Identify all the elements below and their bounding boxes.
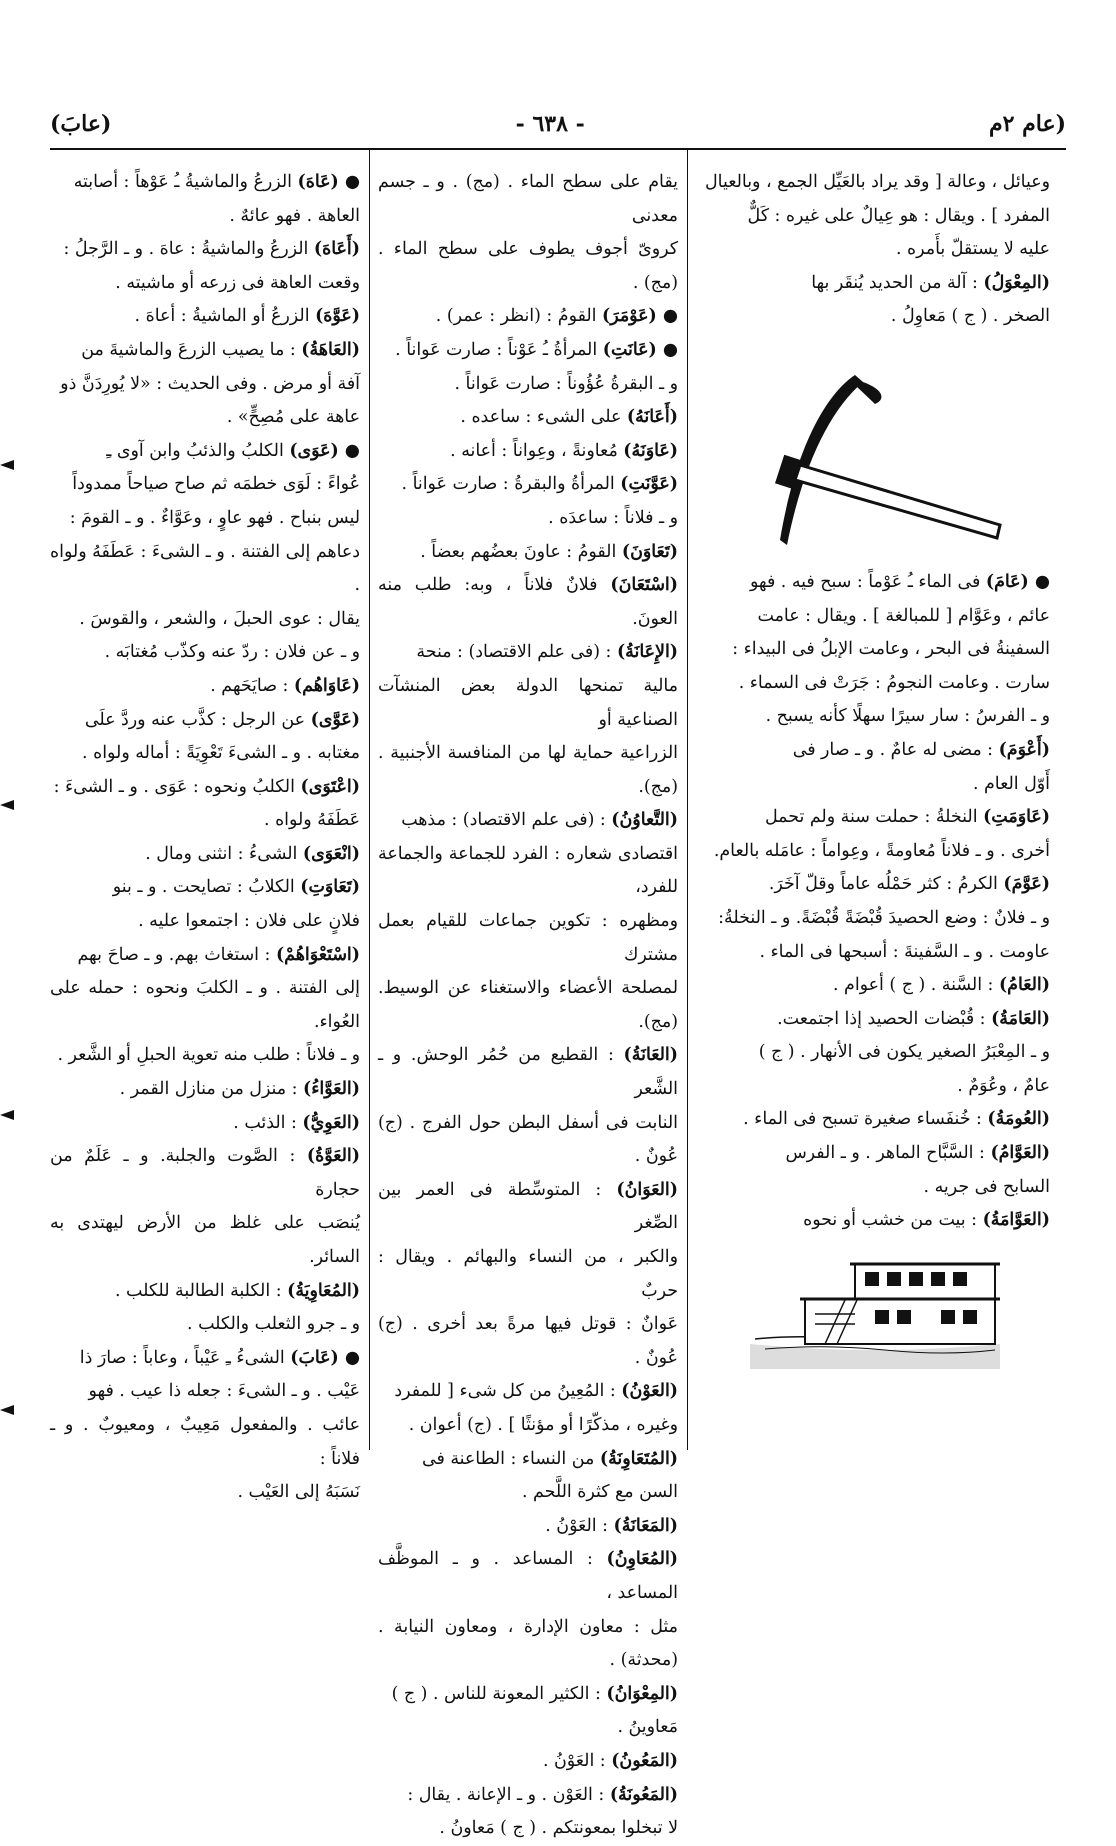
headword: (المِعْوَانُ)	[606, 1683, 678, 1704]
entry-line: الزراعية حماية لها من المنافسة الأجنبية . (مج).	[378, 743, 678, 797]
entry-line: والكبر ، من النساء والبهائم . ويقال : حربٌ	[378, 1247, 678, 1301]
entry-line: نَسَبَهُ إلى العَيْب .	[237, 1482, 360, 1503]
entry-line: أخرى . و ـ فلاناً مُعاومةً ، وعِواماً : عامَله بالعام.	[713, 840, 1050, 861]
headword: (العَامُ)	[998, 975, 1050, 996]
entry-line: (التَّعاوُنُ) : (فى علم الاقتصاد) : مذهب	[401, 810, 678, 831]
entry-line: السابح فى جريه .	[923, 1176, 1050, 1197]
entry-line: عُواءً : لَوَى خطمَه ثم صاح صياحاً ممدوداً	[72, 474, 360, 495]
headword: (العَامَةُ)	[991, 1008, 1050, 1029]
headword: (اسْتَعْوَاهُمْ)	[275, 944, 360, 965]
entry-line: و ـ فلاناً : ساعدَه .	[548, 507, 678, 528]
entry-line: (المِعْوَانُ) : الكثير المعونة للناس . ( ج )	[391, 1683, 678, 1704]
entry-line: النابت فى أسفل البطن حول الفرج . (ج) عُونٌ .	[378, 1112, 678, 1167]
column-divider-left	[369, 150, 370, 1450]
entry-line: أَوّل العام .	[972, 773, 1050, 794]
pickaxe-illustration	[725, 340, 1025, 560]
entry-line: ● (عَوَى) الكلبُ والذئبُ وابن آوى ـِ	[106, 440, 360, 461]
entry-line: ومظهره : تكوين جماعات للقيام بعمل مشترك	[378, 911, 678, 965]
entry-line: إلى الفتنة . و ـ الكلبَ ونحوه : حمله على العُواء.	[50, 978, 360, 1032]
entry-line: يقال : عوى الحبلَ ، والشعر ، والقوسَ .	[79, 608, 360, 629]
headword: (العَوَّةُ)	[306, 1146, 360, 1167]
headword: (العَوْنُ)	[621, 1381, 678, 1402]
headword: (المَعُونُ)	[611, 1750, 678, 1771]
headword: (عَاوَاهُم)	[293, 675, 360, 696]
entry-line: يقام على سطح الماء . (مج) . و ـ جسم معدنى	[378, 172, 678, 226]
houseboat-illustration	[745, 1244, 1005, 1369]
entry-line: (أَعَاهَ) الزرعُ والماشيةُ : عاهَ . و ـ الرَّجلُ :	[63, 239, 360, 260]
headword: (العُومَةُ)	[987, 1109, 1050, 1130]
headword: (أَعْوَمَ)	[998, 739, 1050, 760]
margin-arrow-icon	[0, 1405, 14, 1415]
entry-line: (العَوَّامُ) : السَّبَّاح الماهر . و ـ الفرس	[785, 1143, 1050, 1164]
headword: ● (عَاهَ)	[297, 172, 360, 192]
entry-line: (العَوَانُ) : المتوسِّطة فى العمر بين الصِّغر	[378, 1179, 678, 1234]
page-header	[50, 104, 1066, 144]
page-number: - ٦٣٨ -	[515, 111, 585, 137]
entry-line: العاهة . فهو عائهٌ .	[229, 205, 360, 226]
entry-line: (المَعُونُ) : العَوْنُ .	[542, 1750, 678, 1771]
entry-line: ● (عَابَ) الشىءُ ـِ عَيْباً ، وعاباً : صارَ ذا	[79, 1347, 360, 1368]
entry-line: السن مع كثرة اللَّحم .	[521, 1482, 678, 1503]
entry-line: ليس بنباح . فهو عاوٍ ، وعَوَّاءٌ . و ـ القومَ :	[69, 507, 360, 528]
entry-line: (العَانَةُ) : القطيع من حُمُر الوحش. و ـ الشَّعر	[378, 1045, 678, 1100]
entry-line: (عَاوَاهُم) : صايَحَهم .	[210, 675, 360, 696]
header-left-entry: (عابَ)	[50, 111, 112, 137]
entry-line: (العَوَّاءُ) : منزل من منازل القمر .	[119, 1079, 360, 1100]
entry-line: مغتابه . و ـ الشىءَ تَعْوِيَةً : أماله ولواه .	[82, 743, 360, 764]
headword: (عَوَّى)	[310, 709, 360, 730]
headword: (اسْتَعَانَ)	[610, 575, 678, 596]
headword: ● (عَوَى)	[289, 440, 360, 461]
entry-line: (اعْتَوَى) الكلبُ ونحوه : عَوَى . و ـ الشىءَ :	[53, 776, 360, 797]
entry-line: (عَاوَنَهُ) مُعاونةً ، وعِواناً : أعانه .	[450, 440, 678, 461]
entry-line: عليه لا يستقلّ بأَمره .	[896, 239, 1050, 260]
headword: (المَعَانَةُ)	[613, 1515, 678, 1536]
headword: (عَوَّمَ)	[1003, 874, 1050, 895]
header-rule	[50, 148, 1066, 150]
dictionary-column-left	[50, 166, 360, 1503]
entry-line: كروىّ أجوف يطوف على سطح الماء . (مج) .	[378, 239, 678, 293]
entry-line: (العَوَّامَةُ) : بيت من خشب أو نحوه	[803, 1210, 1050, 1231]
column-divider-right	[687, 150, 688, 1450]
headword: (عَاوَمَتِ)	[983, 807, 1050, 828]
entry-line: عَوانٌ : قوتل فيها مرةً بعد أخرى . (ج) عُونٌ .	[378, 1314, 678, 1368]
headword: (عَوَّنَتِ)	[620, 474, 678, 495]
headword: (العَوَّامَةُ)	[982, 1210, 1050, 1231]
headword: (المَعُونَةُ)	[609, 1784, 678, 1805]
entry-line: (أَعَانَهُ) على الشىء : ساعده .	[460, 407, 678, 428]
entry-line: وقعت العاهة فى زرعه أو ماشيته .	[115, 272, 360, 293]
headword: (المِعْوَلُ)	[983, 272, 1050, 293]
entry-line: عاهة على مُصِحٍّ» .	[226, 407, 360, 428]
headword: (الإِعَانَةُ)	[616, 642, 678, 663]
entry-line: عاومت . و ـ السَّفينةَ : أسبحها فى الماء .	[759, 941, 1050, 962]
entry-line: مَعاوينُ .	[617, 1717, 678, 1738]
entry-line: و ـ جرو الثعلب والكلب .	[187, 1314, 360, 1335]
entry-line: يُنصَب على غلظ من الأرض ليهتدى به السائر.	[50, 1213, 360, 1267]
entry-line: (المَعَانَةُ) : العَوْنُ .	[545, 1515, 678, 1536]
headword: (العَاهَةُ)	[301, 339, 360, 360]
entry-line: (اسْتَعْوَاهُمْ) : استغاث بهم. و ـ صاحَ بهم	[77, 944, 360, 965]
entry-line: مثل : معاون الإدارة ، ومعاون النيابة . (محدثة) .	[378, 1616, 678, 1671]
headword: (تَعَاوَنَ)	[621, 541, 678, 562]
headword: (أَعَانَهُ)	[626, 407, 678, 428]
entry-line: و ـ المِعْبَرُ الصغير يكون فى الأنهار . ( ج )	[758, 1042, 1050, 1063]
entry-line: (العُومَةُ) : خُنفَساء صغيرة تسبح فى الماء .	[743, 1109, 1050, 1130]
entry-line: (العَامُ) : السَّنة . ( ج ) أعوام .	[833, 975, 1050, 996]
headword: (عَاوَنَهُ)	[623, 440, 678, 461]
headword: (اعْتَوَى)	[300, 776, 360, 797]
entry-line: (تَعَاوَتِ) الكلابُ : تصايحت . و ـ بنو	[112, 877, 360, 898]
entry-line: و ـ الفرسُ : سار سيرًا سهلًا كأنه يسبح .	[765, 706, 1050, 727]
headword: (انْعَوَى)	[302, 843, 360, 864]
entry-line: (عَوَّهَ) الزرعُ أو الماشيةُ : أعاهَ .	[134, 306, 360, 327]
dictionary-column-middle	[378, 166, 678, 1839]
entry-line: (العَاهَةُ) : ما يصيب الزرعَ والماشيةَ من	[81, 339, 360, 360]
entry-line: (العَوِيُّ) : الذئب .	[233, 1112, 360, 1133]
entry-line: (المَعُونَةُ) : العَوْن . و ـ الإعانة . يقال :	[407, 1784, 678, 1805]
entry-line: عائب . والمفعول مَعِيبٌ ، ومعيوبٌ . و ـ فلاناً :	[50, 1414, 360, 1469]
entry-line: ● (عَوْمَرَ) القومُ : (انظر : عمر) .	[435, 306, 678, 327]
entry-line: و ـ فلاناً : طلب منه تعوية الحبلِ أو الشَّعر .	[57, 1045, 360, 1066]
headword: (العَوَّامُ)	[990, 1143, 1050, 1164]
headword: ● (عَوْمَرَ)	[602, 306, 678, 327]
entry-line: (العَوَّةُ) : الصَّوت والجلبة. و ـ عَلَمٌ من حجارة	[50, 1146, 360, 1200]
headword: (عَوَّهَ)	[315, 306, 360, 327]
entry-line: ● (عَامَ) فى الماء ـُ عَوْماً : سبح فيه . فهو	[749, 571, 1050, 592]
entry-line: وعيائل ، وعالة [ وقد يراد بالعَيِّل الجمع ، وبالعيال	[705, 172, 1050, 192]
entry-line: (أَعْوَمَ) : مضى له عامٌ . و ـ صار فى	[792, 739, 1050, 760]
entry-line: اقتصادى شعاره : الفرد للجماعة والجماعة للفرد،	[378, 843, 678, 898]
entry-line: دعاهم إلى الفتنة . و ـ الشىءَ : عَطَفَهُ ولواه .	[50, 541, 360, 596]
headword: (العَوَّاءُ)	[303, 1079, 360, 1100]
entry-line: (عَوَّى) عن الرجل : كذَّب عنه وردَّ علَى	[84, 709, 360, 730]
entry-line: (العَوْنُ) : المُعِينُ من كل شىء [ للمفرد	[394, 1381, 678, 1402]
entry-line: (عَوَّنَتِ) المرأةُ والبقرةُ : صارت عَواناً .	[401, 474, 678, 495]
entry-line: فلانٍ على فلان : اجتمعوا عليه .	[138, 911, 360, 932]
entry-line: (المُتَعَاوِنَةُ) من النساء : الطاعنة فى	[421, 1448, 678, 1469]
entry-line: المفرد ] . ويقال : هو عِيالٌ على غيره : كَلٌّ	[747, 205, 1050, 226]
entry-line: وغيره ، مذكّرًا أو مؤنثًا ] . (ج) أعوان .	[408, 1414, 678, 1435]
headword: (تَعَاوَتِ)	[300, 877, 360, 898]
headword: ● (عَامَ)	[985, 571, 1050, 592]
entry-line: الصخر . ( ج ) مَعاوِلُ .	[890, 306, 1050, 327]
entry-line: (المُعَاوِيَةُ) : الكلبة الطالبة للكلب .	[114, 1280, 360, 1301]
entry-line: و ـ عن فلان : ردّ عنه وكذّب مُغتابَه .	[104, 642, 360, 663]
entry-line: (عَاوَمَتِ) النخلةُ : حملت سنة ولم تحمل	[765, 807, 1050, 828]
entry-line: (الإِعَانَةُ) : (فى علم الاقتصاد) : منحة	[416, 642, 678, 663]
entry-line: (العَامَةُ) : قُبْضات الحصيد إذا اجتمعت.	[777, 1008, 1050, 1029]
headword: (المُعَاوِيَةُ)	[287, 1280, 360, 1301]
headword: ● (عَابَ)	[290, 1347, 360, 1368]
entry-line: سارت . وعامت النجومُ : جَرَتْ فى السماء .	[738, 672, 1050, 693]
entry-line: و ـ فلانٌ : وضع الحصيدَ قُبْضَةً قُبْضَةً. و ـ النخلةُ:	[718, 907, 1050, 928]
entry-line: آفة أو مرض . وفى الحديث : «لا يُورِدَنَّ ذو	[60, 373, 360, 394]
headword: (العَانَةُ)	[623, 1045, 678, 1066]
entry-line: لمصلحة الأعضاء والاستغناء عن الوسيط. (مج).	[378, 978, 678, 1032]
entry-line: عَطَفَهُ ولواه .	[264, 810, 360, 831]
dictionary-column-right	[700, 166, 1050, 1466]
entry-line: (اسْتَعَانَ) فلانٌ فلاناً ، وبه: طلب منه العونَ.	[378, 575, 678, 629]
entry-line: ● (عَانَتِ) المرأةُ ـُ عَوْناً : صارت عَواناً .	[395, 339, 678, 360]
header-right-entry: (عام ٢م	[989, 111, 1066, 137]
entry-line: السفينةُ فى البحر ، وعامت الإبلُ فى البيداء :	[732, 639, 1050, 660]
entry-line: عامٌ ، وعُوَمٌ .	[957, 1075, 1050, 1096]
entry-line: (المِعْوَلُ) : آلة من الحديد يُنقَر بها	[811, 272, 1050, 293]
headword: (المُعَاوِنُ)	[606, 1549, 678, 1570]
entry-line: مالية تمنحها الدولة بعض المنشآت الصناعية أو	[378, 675, 678, 730]
headword: (التَّعاوُنُ)	[611, 810, 678, 831]
entry-line: عائم ، وعَوَّام [ للمبالغة ] . ويقال : عامت	[757, 605, 1050, 626]
entry-line: (انْعَوَى) الشىءُ : انثنى ومال .	[145, 843, 360, 864]
entry-line: عَيْب . و ـ الشىءَ : جعله ذا عيب . فهو	[88, 1381, 360, 1402]
entry-line: (تَعَاوَنَ) القومُ : عاونَ بعضُهم بعضاً .	[420, 541, 678, 562]
entry-line: (المُعَاوِنُ) : المساعد . و ـ الموظَّف المساعد ،	[378, 1549, 678, 1603]
margin-arrow-icon	[0, 1110, 14, 1120]
entry-line: و ـ البقرةُ عُؤُوناً : صارت عَواناً .	[454, 373, 678, 394]
margin-arrow-icon	[0, 460, 14, 470]
headword: (العَوَانُ)	[616, 1179, 678, 1200]
entry-line: لا تبخلوا بمعونتكم . ( ج ) مَعاونُ .	[439, 1818, 678, 1839]
headword: (أَعَاهَ)	[313, 239, 360, 260]
headword: ● (عَانَتِ)	[602, 339, 678, 360]
margin-arrow-icon	[0, 800, 14, 810]
headword: (المُتَعَاوِنَةُ)	[599, 1448, 678, 1469]
entry-line: (عَوَّمَ) الكرمُ : كثر حَمْلُه عاماً وقلّ آخَرَ.	[768, 874, 1050, 895]
entry-line: ● (عَاهَ) الزرعُ والماشيةُ ـُ عَوْهاً : أصابته	[73, 172, 360, 192]
headword: (العَوِيُّ)	[302, 1112, 360, 1133]
